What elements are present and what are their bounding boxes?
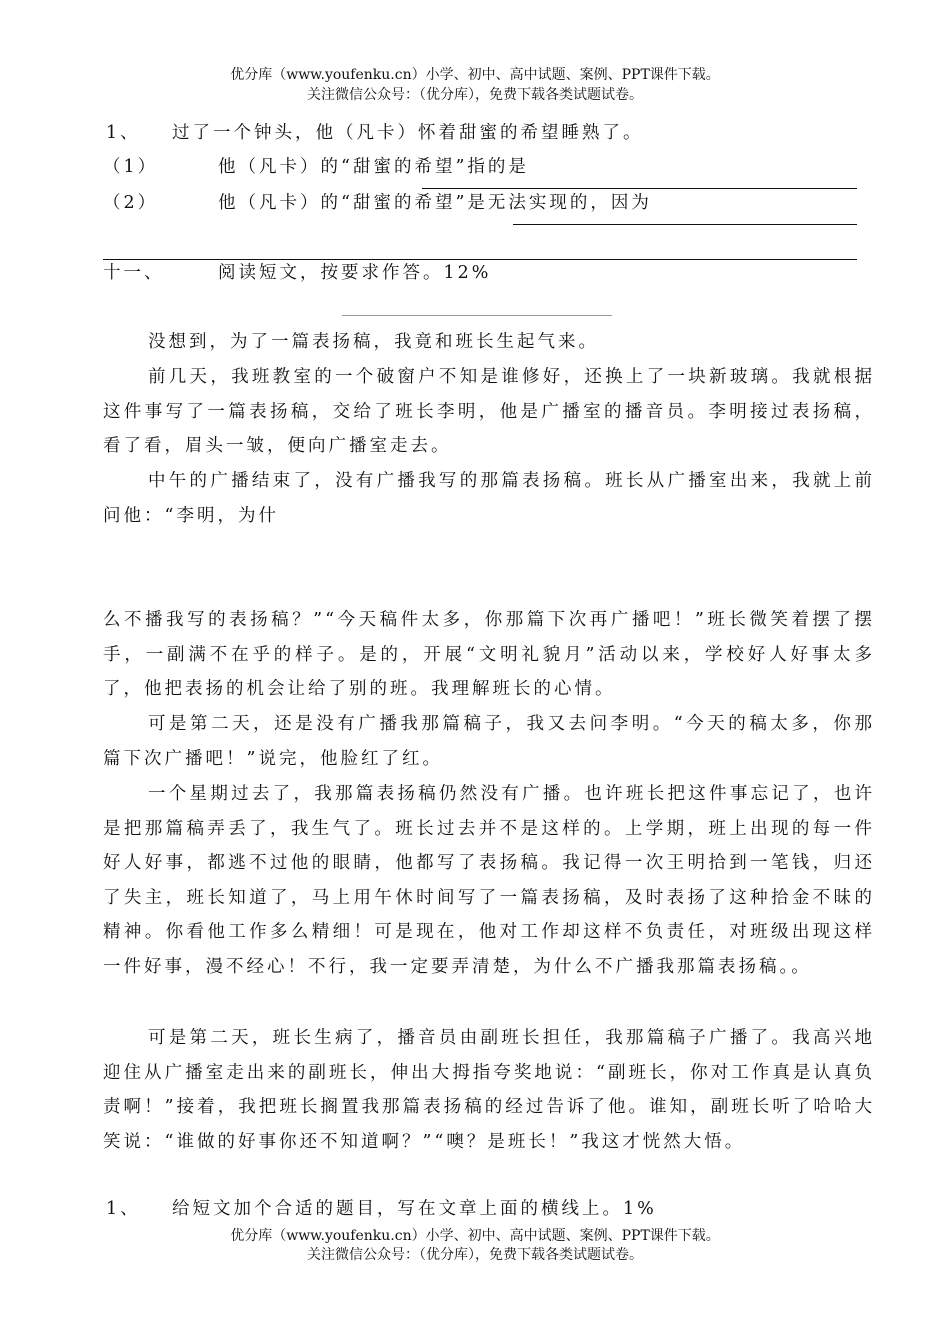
answer-line-2[interactable] xyxy=(513,224,857,225)
header-line-2: 关注微信公众号：（优分库），免费下载各类试题试卷。 xyxy=(307,87,643,103)
passage-paragraph-2: 前几天，我班教室的一个破窗户不知是谁修好，还换上了一块新玻璃。我就根据这件事写了一篇表扬稿，交给了班长李明，他是广播室的播音员。李明接过表扬稿，看了看，眉头一皱，便向广播室走去。 xyxy=(103,367,875,457)
sub-question-2-text: 他（凡卡）的“甜蜜的希望”是无法实现的，因为 xyxy=(218,193,652,213)
section-11-number: 十一、 xyxy=(103,263,165,283)
title-question-text: 给短文加个合适的题目，写在文章上面的横线上。1% xyxy=(172,1199,657,1219)
passage-paragraph-3-start: 中午的广播结束了，没有广播我写的那篇表扬稿。班长从广播室出来，我就上前问他：“李明，为什 xyxy=(103,471,875,526)
sub-question-1-number: （1） xyxy=(103,157,159,177)
title-blank-line[interactable] xyxy=(342,315,612,316)
footer-line-2: 关注微信公众号：（优分库），免费下载各类试题试卷。 xyxy=(307,1247,643,1263)
passage-paragraph-3-end: 么不播我写的表扬稿？”“今天稿件太多，你那篇下次再广播吧！”班长微笑着摆了摆手，一副满不在乎的样子。是的，开展“文明礼貌月”活动以来，学校好人好事太多了，他把表扬的机会让给了别的班。我理解班长的心情。 xyxy=(103,610,875,700)
title-question-number: 1、 xyxy=(106,1199,141,1219)
question-1-text: 过了一个钟头，他（凡卡）怀着甜蜜的希望睡熟了。 xyxy=(172,123,644,143)
sub-question-1-text: 他（凡卡）的“甜蜜的希望”指的是 xyxy=(218,157,529,177)
passage-paragraph-1: 没想到，为了一篇表扬稿，我竟和班长生起气来。 xyxy=(148,332,599,352)
answer-line-1[interactable] xyxy=(422,188,857,189)
passage-paragraph-4: 可是第二天，还是没有广播我那篇稿子，我又去问李明。“今天的稿太多，你那篇下次广播吧！”说完，他脸红了红。 xyxy=(103,714,875,769)
header-line-1: 优分库（www.youfenku.cn）小学、初中、高中试题、案例、PPT课件下载。 xyxy=(230,67,720,83)
footer-line-1: 优分库（www.youfenku.cn）小学、初中、高中试题、案例、PPT课件下载。 xyxy=(230,1228,720,1244)
passage-paragraph-6: 可是第二天，班长生病了，播音员由副班长担任，我那篇稿子广播了。我高兴地迎住从广播室走出来的副班长，伸出大拇指夸奖地说：“副班长，你对工作真是认真负责啊！”接着，我把班长搁置我那篇表扬稿的经过告诉了他。谁知，副班长听了哈哈大笑说：“谁做的好事你还不知道啊？”“噢？是班长！”我这才恍然大悟。 xyxy=(103,1028,875,1152)
question-1-number: 1、 xyxy=(106,123,141,143)
sub-question-2-number: （2） xyxy=(103,193,159,213)
answer-line-3[interactable] xyxy=(103,259,857,260)
passage-paragraph-5: 一个星期过去了，我那篇表扬稿仍然没有广播。也许班长把这件事忘记了，也许是把那篇稿弄丢了，我生气了。班长过去并不是这样的。上学期，班上出现的每一件好人好事，都逃不过他的眼睛，他都写了表扬稿。我记得一次王明拾到一笔钱，归还了失主，班长知道了，马上用午休时间写了一篇表扬稿，及时表扬了这种拾金不昧的精神。你看他工作多么精细！可是现在，他对工作却这样不负责任，对班级出现这样一件好事，漫不经心！不行，我一定要弄清楚，为什么不广播我那篇表扬稿。。 xyxy=(103,784,875,977)
section-11-text: 阅读短文，按要求作答。12% xyxy=(218,263,492,283)
